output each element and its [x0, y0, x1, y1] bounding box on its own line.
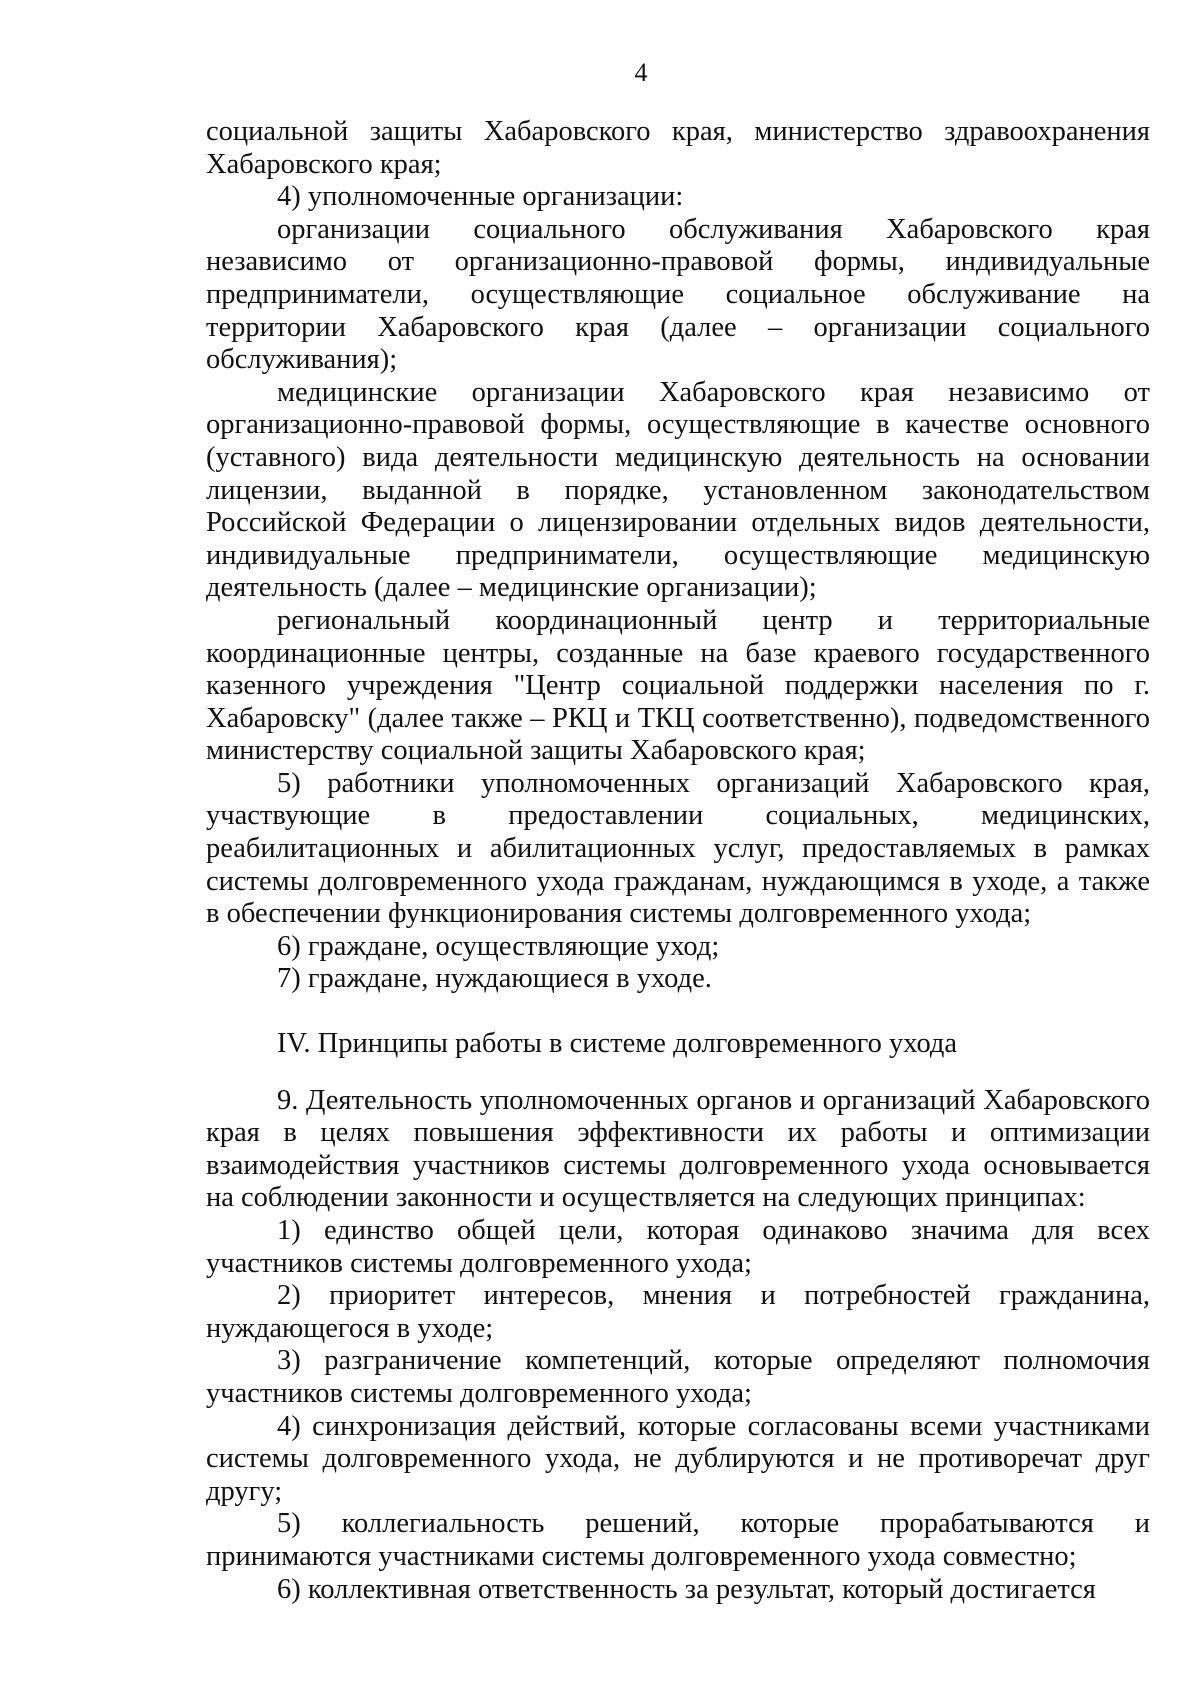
- paragraphs-before-heading: [206, 116, 1150, 996]
- paragraph: 1) единство общей цели, которая одинаково значима для всех участников системы долговременного ухода;: [206, 1215, 1150, 1279]
- paragraph: 4) синхронизация действий, которые согласованы всеми участниками системы долговременного ухода, не дублируются и не противоречат друг другу;: [206, 1410, 1150, 1507]
- paragraphs-after-heading: [206, 1085, 1150, 1607]
- paragraph: 9. Деятельность уполномоченных органов и организаций Хабаровского края в целях повышения эффективности их работы и оптимизации взаимодействия участников системы долговременного ухода основывается на соблюдении законности и осуществляется на следующих принципах:: [206, 1084, 1150, 1214]
- paragraph: 5) работники уполномоченных организаций Хабаровского края, участвующие в предоставлении социальных, медицинских, реабилитационных и абилитационных услуг, предоставляемых в рамках системы долговременного ухода гражданам, нуждающимся в уходе, а также в обеспечении функционирования системы долговременного ухода;: [206, 767, 1150, 930]
- paragraph: 2) приоритет интересов, мнения и потребностей гражданина, нуждающегося в уходе;: [206, 1280, 1150, 1344]
- document-body: [206, 116, 1150, 1606]
- paragraph: 4) уполномоченные организации:: [277, 181, 684, 213]
- paragraph: 5) коллегиальность решений, которые прорабатываются и принимаются участниками системы долговременного ухода совместно;: [206, 1508, 1150, 1572]
- paragraph: 7) граждане, нуждающиеся в уходе.: [277, 963, 712, 995]
- paragraph: 3) разграничение компетенций, которые определяют полномочия участников системы долговременного ухода;: [206, 1345, 1150, 1409]
- paragraph: социальной защиты Хабаровского края, министерство здравоохранения Хабаровского края;: [206, 116, 1150, 180]
- paragraph: 6) граждане, осуществляющие уход;: [277, 930, 720, 962]
- paragraph: организации социального обслуживания Хабаровского края независимо от организационно-правовой формы, индивидуальные предприниматели, осуществляющие социальное обслуживание на территории Хабаровского края (далее – организации социального обслуживания);: [206, 213, 1150, 376]
- paragraph: 6) коллективная ответственность за результат, который достигается: [277, 1573, 1096, 1605]
- section-heading: IV. Принципы работы в системе долговременного ухода: [277, 1028, 958, 1060]
- paragraph: региональный координационный центр и территориальные координационные центры, созданные на базе краевого государственного казенного учреждения "Центр социальной поддержки населения по г. Хабаровску" (далее также – РКЦ и ТКЦ соответственно), подведомственного министерству социальной защиты Хабаровского края;: [206, 604, 1150, 767]
- paragraph: медицинские организации Хабаровского края независимо от организационно-правовой формы, осуществляющие в качестве основного (уставного) вида деятельности медицинскую деятельность на основании лицензии, выданной в порядке, установленном законодательством Российской Федерации о лицензировании отдельных видов деятельности, индивидуальные предприниматели, осуществляющие медицинскую деятельность (далее – медицинские организации);: [206, 376, 1150, 604]
- page-number: 4: [634, 58, 648, 87]
